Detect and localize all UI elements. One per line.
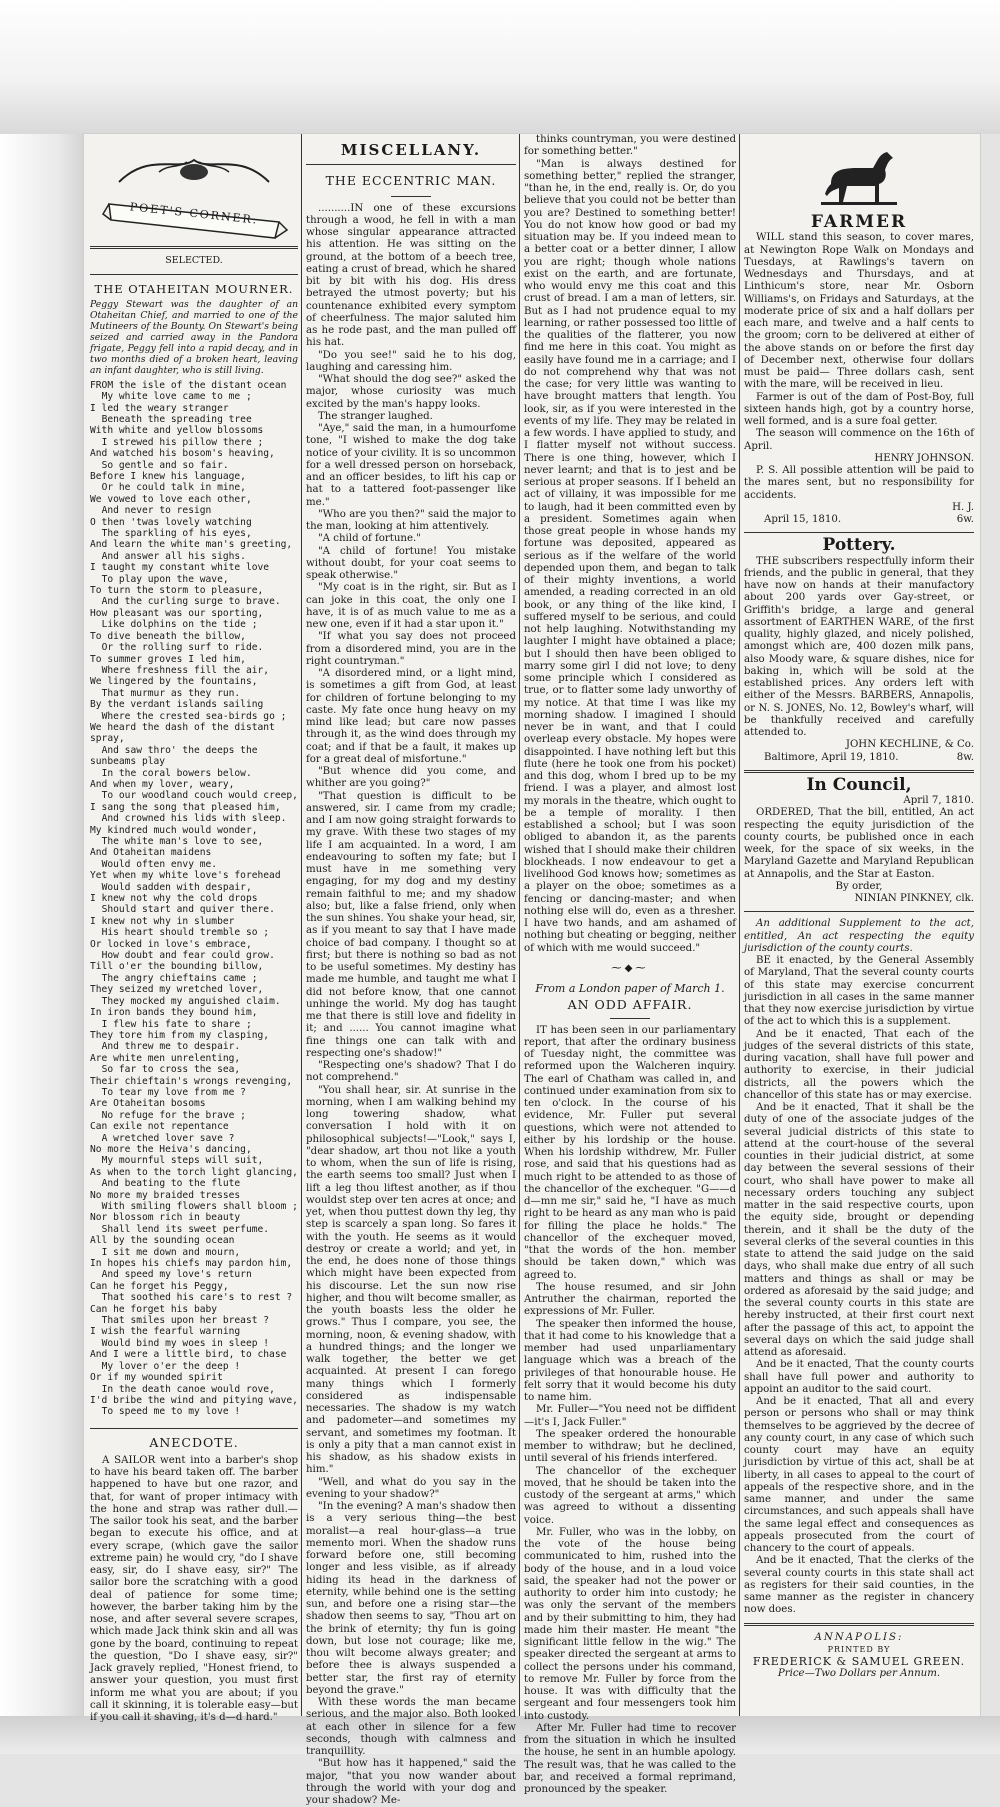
divider: [744, 770, 974, 773]
article-paragraph: After Mr. Fuller had time to recover from the situation in which he insulted the house, he sent in an humble apology. The result was, that he was called to the bar, and received a formal reprimand, pronounced by the speaker.: [524, 1723, 736, 1797]
horse-icon: [817, 144, 901, 210]
article-paragraph: The stranger laughed.: [306, 411, 516, 423]
farmer-text-3: The season will commence on the 16th of April.: [744, 428, 974, 453]
article-paragraph: "A child of fortune! You mistake without doubt, for your coat seems to speak otherwise.": [306, 546, 516, 583]
farmer-date: April 15, 1810.: [764, 514, 841, 525]
council-title: In Council,: [744, 779, 974, 791]
anecdote-title: ANECDOTE.: [90, 1437, 298, 1449]
supplement-text: [744, 955, 974, 1617]
pottery-text: THE subscribers respectfully inform their friends, and the public in general, that they have now on hands at their manufactory about 200 yards over Gay-street, or Griffith's bridge, a large and general assortment of EARTHEN WARE, of the first quality, highly glazed, and nicely polished, amongst which are, 400 dozen milk pans, also Moody ware, & square dishes, nice for baking in, which will be sold at the established prices. Any orders left with either of the Messrs. BARBERS, Annapolis, or N. S. JONES, No. 12, Bowley's wharf, will be thankfully received and carefully attended to.: [744, 556, 974, 740]
farmer-text: WILL stand this season, to cover mares, at Newington Rope Walk on Mondays and Tuesdays, at Rawlings's tavern on Wednesdays and Thursdays, and at Linthicum's store, near Mr. Osborn Williams's, on Fridays and Saturdays, at the moderate price of six and a half dollars per each mare, and twelve and a half cents to the groom; corn to be delivered at either of the above stands on or before the first day of December next, otherwise four dollars must be paid— Three dollars cash, sent with the mare, will be received in lieu.: [744, 232, 974, 391]
farmer-text-2: Farmer is out of the dam of Post-Boy, full sixteen hands high, got by a country horse, well formed, and is a sure foal getter.: [744, 392, 974, 429]
poem-text: FROM the isle of the distant ocean My white love came to me ; I led the weary stranger Beneath the spreading tree With white and yellow blossoms I strewed his pillow there ; And watched his bosom's heaving, So gentle and so fair. Before I knew his language, Or he could talk in mine, We vowed to love each other, And never to resign O then 'twas lovely watching The sparkling of his eyes, And learn the white man's greeting, And answer all his sighs. I taught my constant white love To play upon the wave, To turn the storm to pleasure, And the curling surge to brave. How pleasant was our sporting, Like dolphins on the tide ; To dive beneath the billow, Or the rolling surf to ride. To summer groves I led him, Where freshness fill the air, We lingered by the fountains, That murmur as they run. By the verdant islands sailing Where the crested sea-birds go ; We heard the dash of the distant spray, And saw thro' the deeps the sunbeams play In the coral bowers below. And when my lover, weary, To our woodland couch would creep, I sang the song that pleased him, And crowned his lids with sleep. My kindred much would wonder, The white man's love to see, And Otaheitan maidens Would often envy me. Yet when my white love's forehead Would sadden with despair, I knew not why the cold drops Should start and quiver there. I knew not why in slumber His heart should tremble so ; Or locked in love's embrace, How doubt and fear could grow. Till o'er the bounding billow, The angry chieftains came ; They seized my wretched lover, They mocked my anguished claim. In iron bands they bound him, I flew his fate to share ; They tore him from my clasping, And threw me to despair. Are white men unrelenting, So far to cross the sea, Their chieftain's wrongs revenging, To tear my love from me ? Are Otaheitan bosoms No refuge for the brave ; Can exile not repentance A wretched lover save ? No more the Heiva's dancing, My mournful steps will suit, As when to the torch light glancing, And beating to the flute No more my braided tresses With smiling flowers shall bloom ; Nor blossom rich in beauty Shall lend its sweet perfume. All by the sounding ocean I sit me down and mourn, In hopes his chiefs may pardon him, And speed my love's return Can he forget his Peggy, That soothed his care's to rest ? Can he forget his baby That smiles upon her breast ? I wish the fearful warning Would bind my woes in sleep ! And I were a little bird, to chase My lover o'er the deep ! Or if my wounded spirit In the death canoe would rove, I'd bribe the wind and pitying wave, To speed me to my love !: [90, 380, 298, 1418]
divider: [90, 246, 298, 249]
supplement-paragraph: And be it enacted, That all and every person or persons who shall or may think themselves to be aggrieved by the decree of any county court, in any case of which such county court may have an equity jurisdiction by virtue of this act, shall be at liberty, in all cases to appeal to the court of appeals of the respective shore, and in the same manner, and under the same circumstances, and such appeals shall have the same legal effect and consequences as appeals prosecuted from the court of chancery to the court of appeals.: [744, 1396, 974, 1555]
divider: [744, 1623, 974, 1626]
article-paragraph: "Well, and what do you say in the evening to your shadow?": [306, 1477, 516, 1502]
column-advertisements: [744, 134, 974, 1716]
article-paragraph: With these words the man became serious, and the major also. Both looked at each other in silence for a few seconds, though with calmness and tranquillity.: [306, 1697, 516, 1758]
odd-affair-article: [524, 1025, 736, 1797]
article-paragraph: Mr. Fuller—"You need not be diffident—it's I, Jack Fuller.": [524, 1404, 736, 1429]
article-paragraph: "My coat is in the right, sir. But as I can joke in this coat, the only one I have, it is of as much value to me as a new one, even if it had a star upon it.": [306, 582, 516, 631]
article-paragraph: Mr. Fuller, who was in the lobby, on the vote of the house being communicated to him, rushed into the body of the house, and in a loud voice said, the speaker had not the power or authority to order him into custody; he was only the servant of the members and by their submitting to him, they had made him their master. He meant "the significant little fellow in the wig." The speaker directed the sergeant at arms to collect the persons under his command, to remove Mr. Fuller by force from the house. It was with difficulty that the sergeant and four messengers took him into custody.: [524, 1527, 736, 1723]
pottery-signature: JOHN KECHLINE, & Co.: [744, 739, 974, 751]
column-rule: [301, 134, 302, 1716]
divider: [90, 274, 298, 275]
divider: [744, 532, 974, 533]
column-miscellany: [306, 134, 516, 1716]
ornament-divider: ⁓◆⁓: [524, 963, 736, 975]
london-paper-dateline: From a London paper of March 1.: [524, 983, 736, 995]
divider: [90, 1428, 298, 1429]
pottery-insertion-mark: 8w.: [937, 752, 974, 764]
newspaper-page: [84, 134, 980, 1716]
article-paragraph: "You shall hear, sir. At sunrise in the morning, when I am walking behind my long towering shadow, what conversation I hold with it on philosophical subjects!—"Look," says I, "dear shadow, art thou not like a youth to whom, when the sun of life is rising, the earth seems too small? Just when I lift a leg thou liftest another, as if thou wouldst step over ten acres at once; and yet, when thou puttest down thy leg, thy step is scarcely a span long. So fares it with the youth. He seems as it would destroy or create a world; and yet, in the end, he does none of those things which might have been expected from his discourse. Let the sun now rise higher, and thou wilt become smaller, as the youth boasts less the older he grows." Thus I compare, you see, the morning, noon, & evening shadow, with a hundred things; and the longer we walk together, the better we get acquainted. At present I can forego many things which I formerly considered as indispensable necessaries. The shadow is my watch and padometer—and sometimes my servant, and sometimes my footman. It is only a pity that a man cannot exist in his shadow, as his shadow exists in him.": [306, 1085, 516, 1477]
article-paragraph: "Respecting one's shadow? That I do not comprehend.": [306, 1060, 516, 1085]
farmer-signature: HENRY JOHNSON.: [744, 453, 974, 465]
article-paragraph: thinks countryman, you were destined for something better.": [524, 134, 736, 159]
council-by-order: By order,: [744, 881, 974, 893]
article-paragraph: "If what you say does not proceed from a disordered mind, you are in the right countryman.": [306, 631, 516, 668]
imprint-printers: FREDERICK & SAMUEL GREEN.: [744, 1656, 974, 1668]
article-paragraph: "Man is always destined for something better," replied the stranger, "than he, in the end, really is. Or, do you believe that you could not be better than you are? Destined to something better! You do not know how good or bad my situation may be. If you indeed mean to a better coat or a better dinner, I allow you are right; though whole nations exist on the earth, and are fortunate, who would envy me this coat and this crust of bread. I am a man of letters, sir. But as I had not prudence equal to my learning, or rather possessed too little of the qualities of the flatterer, you now find me here in this coat. You might as easily have found me in a carriage; and I do not comprehend why that was not the case; for very little was wanting to have brought matters that length. You look, sir, as if you were interested in the events of my life. They may be related in a few words. I have applied to study, and I flatter myself not without success. There is one thing, however, which I never learnt; and that is to jest and be serious at proper seasons. If I beheld an act of villainy, it was impossible for me to laugh, had it been committed even by a president. Sometimes again when those great people in whose hands my fortune was deposited, appeared as serious as if the welfare of the world depended upon them, and began to talk of their mighty inventions, a world amended, a reading corrected in an old book, or any thing of the like kind, I suffered myself to be serious, and could not help laughing. Notwithstanding my laughter I might have obtained a place; but I should then have been obliged to marry some girl I did not love; to deny some principle which I considered as true, or to flatter some lady unworthy of my notice. At that time I was like my morning shadow. I imagined I should never be in want, and that I could overleap every obstacle. My hopes were disappointed. I have nothing left but this flute (here he took one from his pocket) and this dog, whom I bred up to be my friend. I was a player, and almost lost my morals in the theatre, which ought to be a temple of morality. I then established a school; but I was soon obliged to abandon it, as the parents wished that I should make their children blockheads. I now endeavour to get a livelihood God knows how; sometimes as a player on the oboe; sometimes as a fencing or dancing-master; and when nothing else will do, even as a thresher. I have two hands, and am ashamed of nothing but cheating or begging, neither of which with me would succeed.": [524, 159, 736, 955]
pottery-date: Baltimore, April 19, 1810.: [764, 752, 898, 763]
article-paragraph: ..........IN one of these excursions through a wood, he fell in with a man whose singular appearance attracted his attention. He was sitting on the ground, at the bottom of a beech tree, eating a crust of bread, which he shared bit by bit with his dog. His dress betrayed the utmost poverty; but his countenance exhibited every symptom of cheerfulness. The major saluted him as he rode past, and the man pulled off his hat.: [306, 203, 516, 350]
farmer-postscript: P. S. All possible attention will be paid to the mares sent, but no responsibility for accidents.: [744, 465, 974, 502]
column-continuation: [524, 134, 736, 1716]
farmer-date-line: [744, 514, 974, 526]
article-paragraph: The house resumed, and sir John Antruther the chairman, reported the expressions of Mr. Fuller.: [524, 1282, 736, 1319]
divider: [610, 1018, 650, 1019]
imprint-place: ANNAPOLIS:: [744, 1632, 974, 1644]
council-text: ORDERED, That the bill, entitled, An act respecting the equity jurisdiction of the county courts, be published once in each week, for the space of six weeks, in the Maryland Gazette and Maryland Republican at Annapolis, and the Star at Easton.: [744, 807, 974, 881]
selected-label: SELECTED.: [90, 255, 298, 267]
pottery-date-line: [744, 752, 974, 764]
poets-corner-banner-icon: [99, 142, 289, 246]
article-paragraph: "Aye," said the man, in a humourfome tone, "I wished to make the dog take notice of your civility. It is so uncommon for a well dressed person on horseback, and an officer besides, to lift his cap or hat to a tattered foot-passenger like me.": [306, 423, 516, 509]
article-paragraph: "A child of fortune.": [306, 533, 516, 545]
farmer-initials: H. J.: [744, 502, 974, 514]
council-signature: NINIAN PINKNEY, clk.: [744, 893, 974, 905]
article-paragraph: "What should the dog see?" asked the major, whose curiosity was much excited by the man's happy looks.: [306, 374, 516, 411]
article-paragraph: "But whence did you come, and whither are you going?": [306, 766, 516, 791]
imprint-printed-by: PRINTED BY: [744, 1644, 974, 1656]
supplement-paragraph: And be it enacted, That the clerks of the several county courts in this state shall act as registers for their said counties, in the same manner as the register in chancery now does.: [744, 1555, 974, 1616]
supplement-title: An additional Supplement to the act, entitled, An act respecting the equity jurisdiction of the county courts.: [744, 918, 974, 955]
miscellany-heading: MISCELLANY.: [306, 144, 516, 156]
supplement-paragraph: And be it enacted, That the county courts shall have full power and authority to appoint an auditor to the said court.: [744, 1359, 974, 1396]
eccentric-man-title: THE ECCENTRIC MAN.: [306, 175, 516, 187]
article-paragraph: "A disordered mind, or a light mind, is sometimes a gift from God, at least for children of fortune belonging to my caste. My fate once hung heavy on my mind like lead; but care now passes through it, as the wind does through my coat; and if that be a fault, it makes up for a great deal of misfortune.": [306, 668, 516, 766]
farmer-title: FARMER: [744, 216, 974, 228]
article-paragraph: "In the evening? A man's shadow then is a very serious thing—the best moralist—a real hour-glass—a true memento mori. When the shadow runs forward before one, still becoming longer and less visible, as if already hiding its head in the darkness of eternity, while behind one is the setting sun, and before one a rising star—the shadow then seems to say, "Thou art on the brink of eternity; thy fun is going down, but lose not courage; like me, thou wilt become always greater; and before thee is always suspended a better star, the first ray of eternity beyond the grave.": [306, 1501, 516, 1697]
article-paragraph: The speaker ordered the honourable member to withdraw; but he declined, until several of his friends interfered.: [524, 1429, 736, 1466]
scan-margin-top: [0, 0, 1000, 134]
article-paragraph: "Do you see!" said he to his dog, laughing and caressing him.: [306, 350, 516, 375]
article-paragraph: The chancellor of the exchequer moved, that he should be taken into the custody of the sergeant at arms," which was agreed to without a dissenting voice.: [524, 1466, 736, 1527]
eccentric-man-continued: [524, 134, 736, 955]
farmer-insertion-mark: 6w.: [937, 514, 974, 526]
article-paragraph: "Who are you then?" said the major to the man, looking at him attentively.: [306, 509, 516, 534]
imprint-price: Price—Two Dollars per Annum.: [744, 1668, 974, 1680]
pottery-title: Pottery.: [744, 539, 974, 551]
council-date: April 7, 1810.: [744, 795, 974, 807]
eccentric-man-article: [306, 203, 516, 1807]
divider: [306, 164, 516, 165]
divider: [744, 911, 974, 912]
poem-intro: Peggy Stewart was the daughter of an Otaheitan Chief, and married to one of the Mutineers of the Bounty. On Stewart's being seized and carried away in the Pandora frigate, Peggy fell into a rapid decay, and in two months died of a broken heart, leaving an infant daughter, who is still living.: [90, 299, 298, 376]
odd-affair-title: AN ODD AFFAIR.: [524, 999, 736, 1011]
article-paragraph: "But how has it happened," said the major, "that you now wander about through the world with your dog and your shadow? Me-: [306, 1758, 516, 1807]
article-paragraph: IT has been seen in our parliamentary report, that after the ordinary business of Tuesday night, the committee was reformed upon the Walcheren inquiry. The earl of Chatham was called in, and continued under examination from six to ten o'clock. In the course of his evidence, Mr. Fuller put several questions, which were not attended to either by his lordship or the house. When his lordship withdrew, Mr. Fuller rose, and said that his questions had as much right to be attended to as those of the chancellor of the exchequer. "G——d d—mn me sir," said he, "I have as much right to be heard as any man who is paid for filling the place he holds." The chancellor of the exchequer moved, "that the words of the hon. member should be taken down," which was agreed to.: [524, 1025, 736, 1282]
column-rule: [519, 134, 520, 1716]
supplement-paragraph: And be it enacted, That each of the judges of the several districts of this state, during vacation, shall have full power and authority to exercise, in their judicial districts, all the powers which the chancellor of this state has or may exercise.: [744, 1029, 974, 1103]
supplement-paragraph: And be it enacted, That it shall be the duty of one of the associate judges of the several judicial districts of this state to attend at the court-house of the several counties in their judicial district, at some day between the several sessions of their court, who shall have power to make all necessary orders touching any subject matter in the said respective courts, upon the equity side, brought or depending therein, and it shall be the duty of the several clerks of the several counties in this state to attend the said judge on the said days, who shall make due entry of all such matters and things as shall or may be ordered as aforesaid by the said judge; and the several county courts in this state are hereby instructed, at their first court next after the passage of this act, to appoint the several days on which the said judge shall attend as aforesaid.: [744, 1102, 974, 1359]
article-paragraph: The speaker then informed the house, that it had come to his knowledge that a member had used unparliamentary language which was a breach of the privileges of that honourable house. He felt sorry that it would become his duty to name him.: [524, 1319, 736, 1405]
divider: [391, 196, 431, 197]
poets-corner-heading: POET'S CORNER.: [90, 197, 298, 231]
poem-title: THE OTAHEITAN MOURNER.: [90, 283, 298, 295]
supplement-paragraph: BE it enacted, by the General Assembly of Maryland, That the several county courts of this state may exercise concurrent jurisdiction in all cases in the same manner that they now exercise jurisdiction by virtue of the act to which this is a supplement.: [744, 955, 974, 1029]
column-poets-corner: [90, 134, 298, 1716]
column-rule: [739, 134, 740, 1716]
article-paragraph: "That question is difficult to be answered, sir. I came from my cradle; and I am now going straight forwards to my grave. With these two stages of my life I am acquainted. In a word, I am endeavouring to soften my fate; but I must have in me something very engaging, for my dog and my destiny remain faithful to me; and my shadow also; but, like a false friend, only when the sun shines. You shake your head, sir, as if you meant to say that I have made choice of bad company. I thought so at first; but there is nothing so bad as not to be useful sometimes. My destiny has made me humble, and taught me what I did not before know, that one cannot unhinge the world. My dog has taught me that there is still love and fidelity in it; and ...... You cannot imagine what fine things one can talk with and respecting one's shadow!": [306, 791, 516, 1061]
scan-margin-left: [0, 134, 84, 1754]
anecdote-text: A SAILOR went into a barber's shop to have his beard taken off. The barber happened to have but one razor, and that, for want of proper intimacy with the hone and strap was rather dull.—The sailor took his seat, and the barber began to execute his office, and at every scrape, (which gave the sailor extreme pain) he would cry, "do I shave easy, sir, do I shave easy, sir?" The sailor bore the scratching with a good deal of patience for some time; however, the barber taking him by the nose, and after several severe scrapes, which made Jack think skin and all was gone by the board, continuing to repeat the question, "Do I shave easy, sir?" Jack gravely replied, "Honest friend, to answer your question, you must first inform me what you are about; if you call it skinning, it is tolerable easy—but if you call it shaving, it's d—d hard.": [90, 1455, 298, 1725]
